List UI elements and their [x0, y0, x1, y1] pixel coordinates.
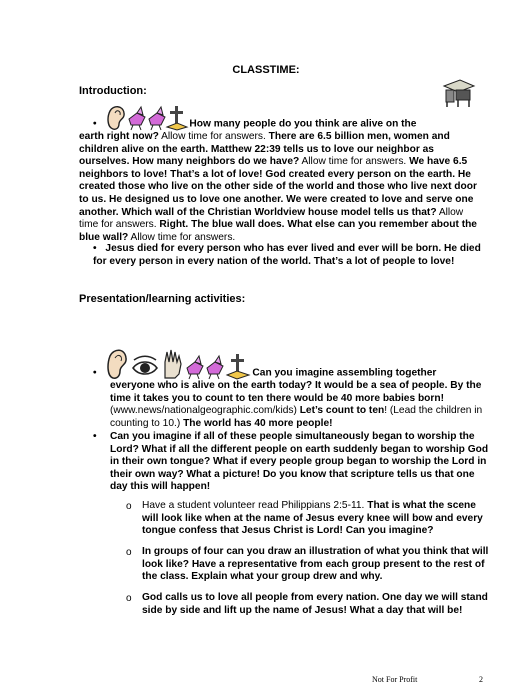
intro-bullet-2-text: Jesus died for every person who has ever lived and ever will be born. He died for every person in every nation of the world. That’s a lot of people to love! — [93, 243, 481, 267]
pink-bird-icon — [187, 356, 203, 379]
introduction-heading: Introduction: — [79, 85, 147, 97]
page-title: CLASSTIME: — [232, 64, 300, 76]
presentation-text-run: The world has 40 more people! — [183, 417, 333, 429]
presentation-bullet-2 — [93, 431, 493, 494]
pink-bird-icon — [129, 107, 145, 130]
sub-bullet-marker: o — [126, 501, 132, 512]
pink-bird-icon — [207, 356, 223, 379]
intro-bullet-2 — [93, 243, 483, 268]
page-number: 2 — [479, 675, 483, 684]
bullet-marker: • — [93, 431, 97, 442]
presentation-bullet-2-text: Can you imagine if all of these people simultaneously began to worship the Lord? What if all the different people on earth suddenly began to worship God in their own tongue? What if every people group began to worship the Lord in their own way? What a picture! Do you know that scripture tells us that one day this will happen! — [110, 431, 489, 493]
intro-bullet-1-opening: How many people do you think are alive on the — [189, 118, 417, 130]
presentation-bullet-1-opening: Can you imagine assembling together — [252, 367, 437, 379]
sub-bullet-1 — [142, 500, 494, 538]
presentation-heading: Presentation/learning activities: — [79, 293, 246, 305]
intro-bullet-1-body — [79, 131, 479, 244]
presentation-bullet-1-first-line — [93, 348, 493, 380]
intro-icon-row — [107, 105, 189, 131]
presentation-text-run: (www.news/nationalgeographic.com/kids) — [110, 405, 300, 417]
sub-bullet-2-text: In groups of four can you draw an illustration of what you think that will look like? Have a representative from each group present to the rest of the class. Explain what your group drew and why. — [142, 546, 489, 583]
sub-bullet-2 — [142, 546, 494, 584]
ear-icon — [108, 107, 124, 130]
sub-bullet-3 — [142, 592, 494, 617]
intro-text-run: There are 6.5 billion men, women and children alive on the earth. Matthew 22:39 tells us to love our neighbor as ourselves. How many neighbors do we have? — [79, 131, 450, 168]
bullet-marker: • — [93, 118, 97, 130]
hand-icon — [165, 350, 181, 378]
pink-bird-icon — [149, 107, 165, 130]
sub-bullet-3-text: God calls us to love all people from every nation. One day we will stand side by side and lift up the name of Jesus! What a day that will be! — [142, 592, 488, 616]
sub-bullet-marker: o — [126, 547, 132, 558]
intro-bullet-1-first-line — [93, 105, 473, 131]
intro-text-run: Allow time for answers. — [158, 131, 269, 142]
bullet-marker: • — [93, 367, 97, 379]
eye-icon — [133, 356, 157, 374]
footer-label: Not For Profit — [372, 675, 418, 684]
intro-text-run: Allow time for answers. — [79, 206, 464, 231]
cross-book-icon — [227, 354, 249, 379]
presentation-bullet-1-body — [110, 380, 495, 430]
presentation-text-run: everyone who is alive on the earth today? It would be a sea of people. By the time it takes you to count to ten there would be 40 more babies born! — [110, 380, 482, 404]
ear-icon — [108, 350, 126, 378]
sub-bullet-1-text-run: Have a student volunteer read Philippians 2:5-11. — [142, 500, 368, 511]
intro-text-run: We have 6.5 neighbors to love! That’s a lot of love! God created every person on the earth. He created those who live on the other side of the world and those who live next door to us. He designed us to love one another. We were created to love and serve one another. Which wall of the Christian Worldview house model tells us that? — [79, 156, 477, 218]
intro-text-run: Right. The blue wall does. What else can you remember about the blue wall? — [79, 219, 477, 243]
sub-bullet-1-text-run: That is what the scene will look like when at the name of Jesus every knee will bow and every tongue confess that Jesus Christ is Lord! Can you imagine? — [142, 500, 483, 537]
sub-bullet-marker: o — [126, 593, 132, 604]
intro-text-run: earth right now? — [79, 131, 159, 142]
presentation-icon-row — [107, 348, 252, 380]
presentation-text-run: Let’s count to ten — [299, 405, 385, 417]
intro-text-run: Allow time for answers. — [128, 231, 236, 243]
intro-text-run: Allow time for answers. — [299, 156, 410, 168]
bullet-marker: • — [93, 243, 97, 254]
cross-book-icon — [167, 106, 187, 130]
presentation-text-run: ! (Lead the children in counting to 10.) — [110, 405, 483, 429]
